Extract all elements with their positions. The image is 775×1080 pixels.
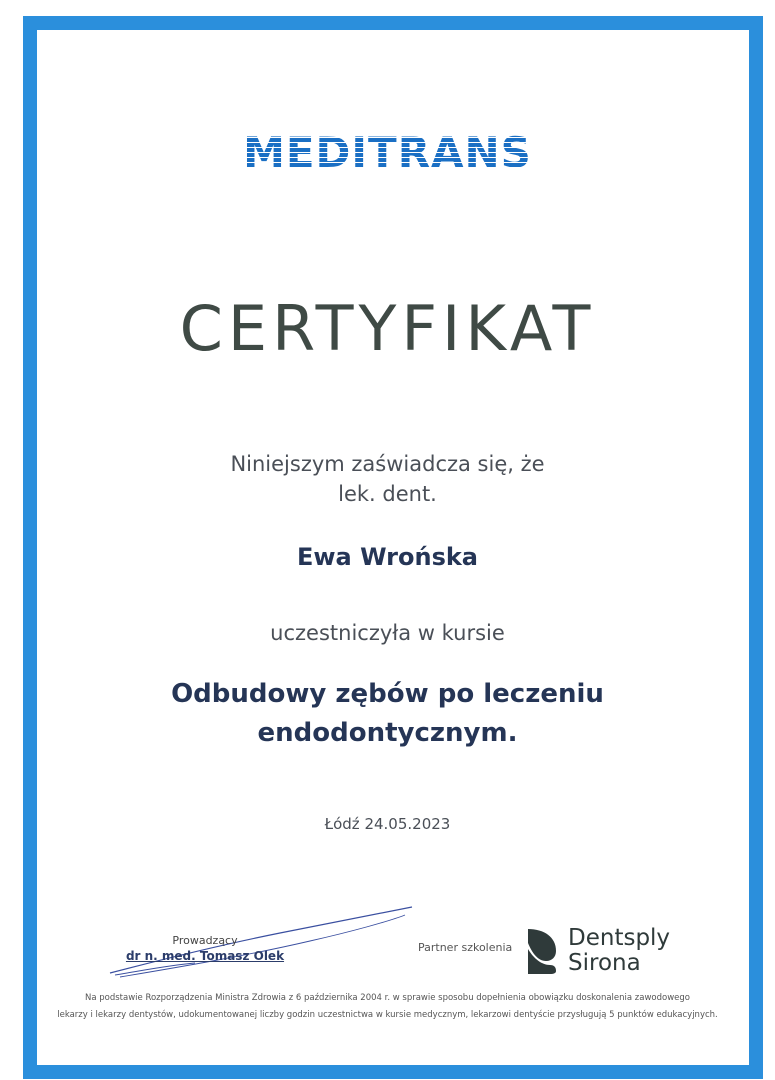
meditrans-logo: MEDITRANS	[243, 128, 532, 177]
signatory-name: dr n. med. Tomasz Olek	[125, 949, 285, 963]
brand-line-1: Dentsply	[568, 925, 671, 951]
course-title-line-2: endodontycznym.	[257, 718, 518, 748]
certificate-title: CERTYFIKAT	[179, 292, 596, 365]
intro-line-2: lek. dent.	[338, 482, 437, 506]
brand-line-2: Sirona	[568, 950, 641, 976]
intro-line-1: Niniejszym zaświadcza się, że	[230, 452, 545, 476]
course-title-line-1: Odbudowy zębów po leczeniu	[171, 679, 604, 709]
legal-footer-line-2: lekarzy i lekarzy dentystów, udokumentowanej liczby godzin uczestnictwa w kursie medycznym, lekarzowi dentyście przysługują 5 punktów edukacyjnych.	[57, 1010, 718, 1020]
dentsply-sirona-logo-icon	[524, 927, 560, 975]
participation-text: uczestniczyła w kursie	[270, 621, 505, 645]
participant-name: Ewa Wrońska	[296, 543, 479, 571]
partner-label: Partner szkolenia	[418, 941, 513, 954]
legal-footer-line-1: Na podstawie Rozporządzenia Ministra Zdrowia z 6 października 2004 r. w sprawie sposobu dopełnienia obowiązku doskonalenia zawodowego	[84, 993, 690, 1003]
signatory-role: Prowadzący	[172, 934, 238, 947]
place-and-date: Łódź 24.05.2023	[324, 815, 451, 833]
signature-block	[115, 934, 295, 963]
dentsply-sirona-wordmark	[568, 926, 670, 976]
